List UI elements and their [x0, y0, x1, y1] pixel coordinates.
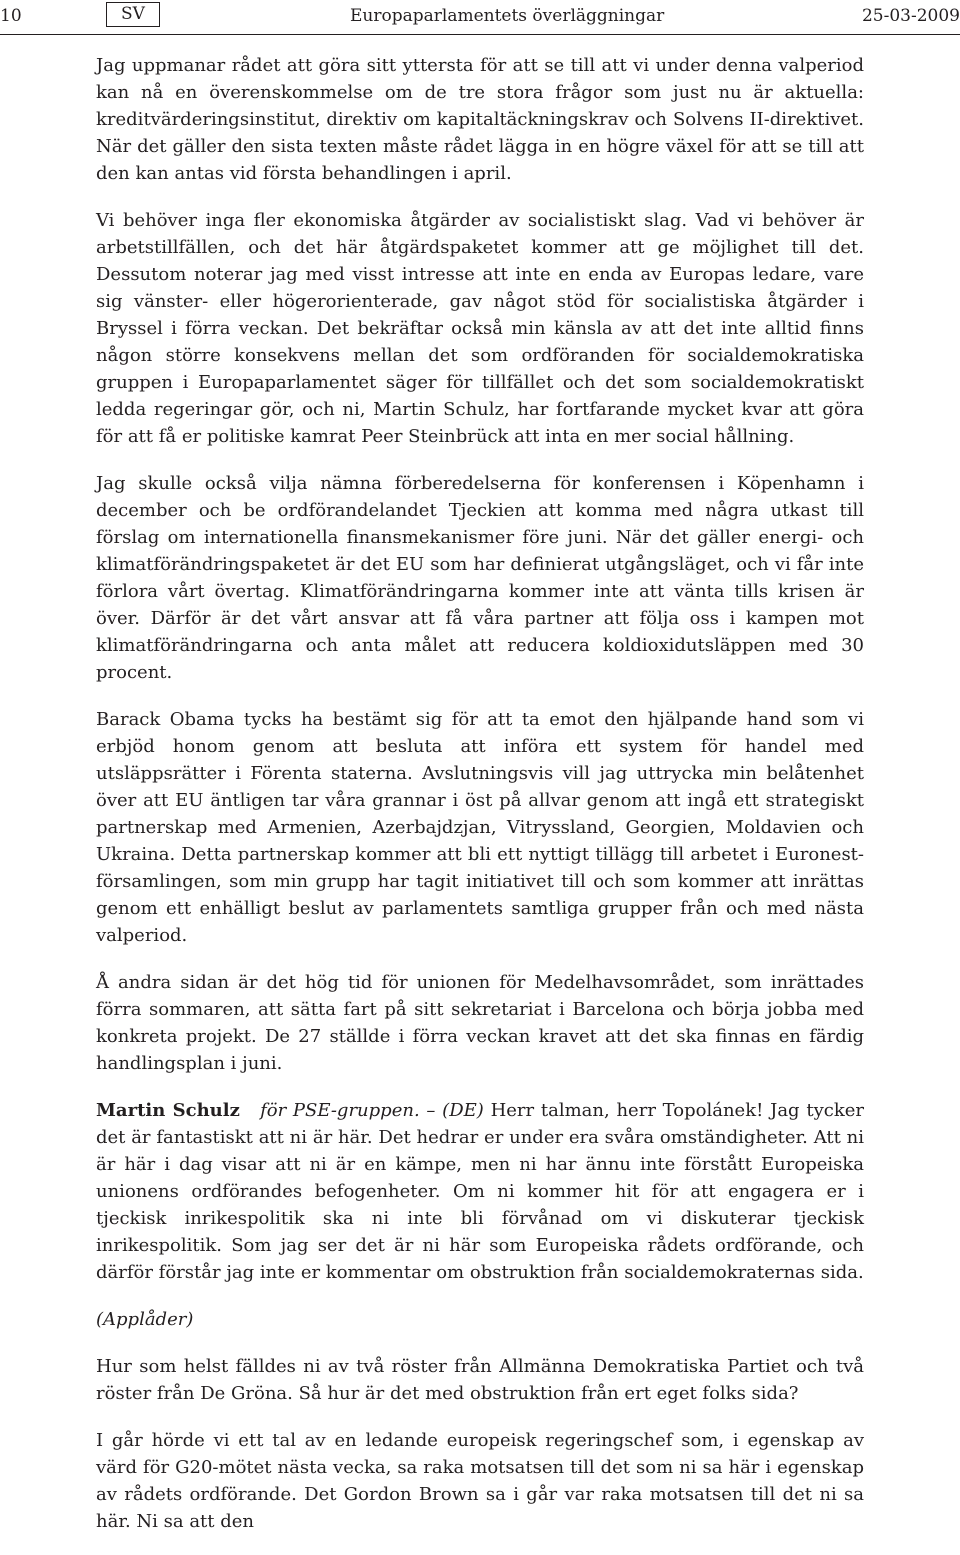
paragraph: Jag skulle också vilja nämna förberedelserna för konferensen i Köpenhamn i december och be ordförandelandet Tjeckien att komma med några utkast till förslag om internationella finansmekanismer före juni. När det gäller energi- och klimatförändringspaketet är det EU som har definierat utgångsläget, och vi får inte förlora vårt övertag. Klimatförändringarna kommer inte att vänta tills krisen är över. Därför är det vårt ansvar att få våra partner att följa oss i kampen mot klimatförändringarna och anta målet att reducera koldioxidutsläppen med 30 procent.: [96, 473, 864, 683]
language-code-box: SV: [106, 2, 160, 27]
page-header: [0, 0, 960, 36]
paragraph: Barack Obama tycks ha bestämt sig för att ta emot den hjälpande hand som vi erbjöd honom genom att besluta att införa ett system för handel med utsläppsrätter i Förenta staterna. Avslutningsvis vill jag uttrycka min belåtenhet över att EU äntligen tar våra grannar i öst på allvar genom att ingå ett strategiskt partnerskap med Armenien, Azerbajdzjan, Vitryssland, Georgien, Moldavien och Ukraina. Detta partnerskap kommer att bli ett nyttigt tillägg till arbetet i Euronest-församlingen, som min grupp har tagit initiativet till och som kommer att inrättas genom ett enhälligt beslut av parlamentets samtliga grupper från och med nästa valperiod.: [96, 709, 864, 946]
paragraph: Hur som helst fälldes ni av två röster från Allmänna Demokratiska Partiet och två röster från De Gröna. Så hur är det med obstruktion från ert eget folks sida?: [96, 1356, 864, 1404]
paragraph: Å andra sidan är det hög tid för unionen för Medelhavsområdet, som inrättades förra sommaren, att sätta fart på sitt sekretariat i Barcelona och börja jobba med konkreta projekt. De 27 ställde i förra veckan kravet att det ska finnas en färdig handlingsplan i juni.: [96, 972, 864, 1074]
page-number: 10: [0, 6, 22, 26]
speaker-role: för PSE-gruppen. – (DE): [260, 1100, 484, 1121]
paragraph: Jag uppmanar rådet att göra sitt yttersta för att se till att vi under denna valperiod kan nå en överenskommelse om de tre stora frågor som just nu är aktuella: kreditvärderingsinstitut, direktiv om kapitaltäckningskrav och Solvens II-direktivet. När det gäller den sista texten måste rådet lägga in en högre växel för att se till att den kan antas vid första behandlingen i april.: [96, 55, 864, 184]
applause-note: (Applåder): [96, 1309, 194, 1330]
header-divider: [0, 34, 960, 35]
document-date: 25-03-2009: [861, 6, 960, 26]
document-title: Europaparlamentets överläggningar: [350, 6, 665, 26]
paragraph: I går hörde vi ett tal av en ledande europeisk regeringschef som, i egenskap av värd för G20-mötet nästa vecka, sa raka motsatsen till det som ni sa här i egenskap av rådets ordförande. Det Gordon Brown sa i går var raka motsatsen till det ni sa här. Ni sa att den: [96, 1430, 864, 1532]
speech-paragraph: [96, 1097, 864, 1286]
document-body: [96, 52, 864, 1555]
paragraph: Vi behöver inga fler ekonomiska åtgärder av socialistiskt slag. Vad vi behöver är arbetstillfällen, och det här åtgärdspaketet kommer att ge möjlighet till det. Dessutom noterar jag med visst intresse att inte en enda av Europas ledare, vare sig vänster- eller högerorienterade, gav något stöd för socialistiska åtgärder i Bryssel i förra veckan. Det bekräftar också min känsla av att det inte alltid finns någon större konsekvens mellan det som ordföranden för socialdemokratiska gruppen i Europaparlamentet säger för tillfället och det som socialdemokratiskt ledda regeringar gör, och ni, Martin Schulz, har fortfarande mycket kvar att göra för att få er politiske kamrat Peer Steinbrück att inta en mer social hållning.: [96, 210, 864, 447]
speaker-name: Martin Schulz: [96, 1100, 240, 1121]
speech-text: Herr talman, herr Topolánek! Jag tycker det är fantastiskt att ni är här. Det hedrar er under era svåra omständigheter. Att ni är här i dag visar att ni är en kämpe, men ni har ännu inte förstått Europeiska unionens ordförandes befogenheter. Om ni kommer hit för att engagera er i tjeckisk inrikespolitik ska ni inte bli förvånad om vi diskuterar tjeckisk inrikespolitik. Som jag ser det är ni här som Europeiska rådets ordförande, och därför förstår jag inte er kommentar om obstruktion från socialdemokraternas sida.: [96, 1100, 864, 1283]
